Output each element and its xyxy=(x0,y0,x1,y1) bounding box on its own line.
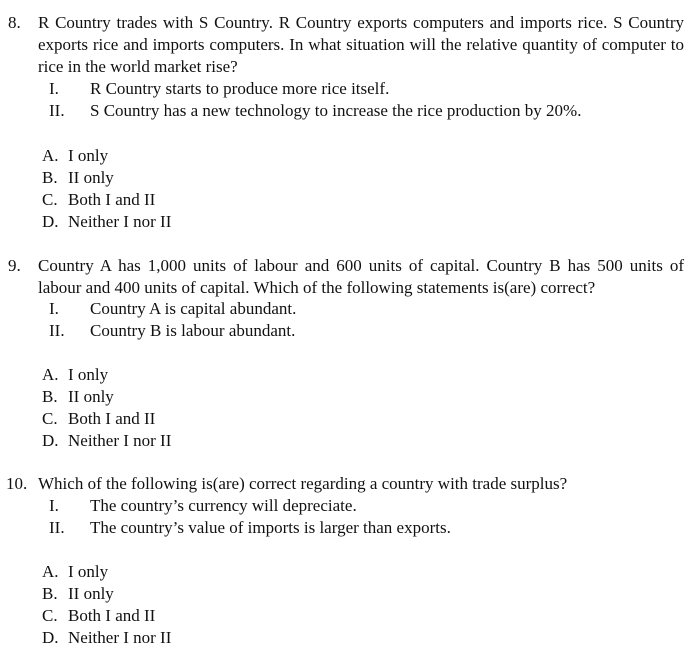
statement-i xyxy=(0,495,700,517)
option-a[interactable] xyxy=(42,364,108,386)
statement-text: R Country starts to produce more rice itself. xyxy=(90,79,390,98)
statement-number: II. xyxy=(49,518,65,537)
option-letter: C. xyxy=(42,190,58,209)
statement-ii xyxy=(0,517,700,539)
statement-text: Country A is capital abundant. xyxy=(90,299,297,318)
option-a[interactable] xyxy=(42,561,108,583)
statement-i xyxy=(0,78,700,100)
option-letter: D. xyxy=(42,431,59,450)
statement-number: I. xyxy=(49,79,59,98)
option-text: Both I and II xyxy=(68,409,156,428)
option-c[interactable] xyxy=(42,408,155,430)
option-letter: A. xyxy=(42,365,59,384)
statement-ii xyxy=(0,100,700,122)
option-letter: A. xyxy=(42,146,59,165)
option-text: II only xyxy=(68,168,114,187)
question-stem: R Country trades with S Country. R Country exports computers and imports rice. S Country exports rice and imports computers. In what situation will the relative quantity of computer to rice in the world market rise? xyxy=(38,13,684,76)
question-stem: Country A has 1,000 units of labour and 600 units of capital. Country B has 500 units of labour and 400 units of capital. Which of the following statements is(are) correct? xyxy=(38,256,684,297)
statement-number: II. xyxy=(49,101,65,120)
option-letter: C. xyxy=(42,606,58,625)
statement-text: The country’s value of imports is larger than exports. xyxy=(90,518,451,537)
statement-ii xyxy=(0,320,700,342)
statement-number: I. xyxy=(49,496,59,515)
option-b[interactable] xyxy=(42,583,114,605)
statement-i xyxy=(0,298,700,320)
option-letter: B. xyxy=(42,168,58,187)
question-number: 10. xyxy=(6,474,28,493)
statement-text: The country’s currency will depreciate. xyxy=(90,496,357,515)
option-letter: C. xyxy=(42,409,58,428)
option-text: Neither I nor II xyxy=(68,431,172,450)
question-number: 8. xyxy=(8,13,21,32)
option-text: I only xyxy=(68,365,109,384)
option-b[interactable] xyxy=(42,386,114,408)
option-text: II only xyxy=(68,584,114,603)
option-text: II only xyxy=(68,387,114,406)
option-a[interactable] xyxy=(42,145,108,167)
option-letter: A. xyxy=(42,562,59,581)
statement-text: S Country has a new technology to increase the rice production by 20%. xyxy=(90,101,582,120)
option-letter: D. xyxy=(42,628,59,647)
statement-number: II. xyxy=(49,321,65,340)
statement-text: Country B is labour abundant. xyxy=(90,321,296,340)
option-text: I only xyxy=(68,146,109,165)
option-text: Both I and II xyxy=(68,190,156,209)
option-d[interactable] xyxy=(42,430,171,452)
option-text: Both I and II xyxy=(68,606,156,625)
option-letter: B. xyxy=(42,584,58,603)
question-stem: Which of the following is(are) correct regarding a country with trade surplus? xyxy=(38,474,568,493)
option-b[interactable] xyxy=(42,167,114,189)
option-c[interactable] xyxy=(42,605,155,627)
option-letter: D. xyxy=(42,212,59,231)
option-d[interactable] xyxy=(42,211,171,233)
option-d[interactable] xyxy=(42,627,171,649)
option-letter: B. xyxy=(42,387,58,406)
option-c[interactable] xyxy=(42,189,155,211)
option-text: Neither I nor II xyxy=(68,628,172,647)
statement-number: I. xyxy=(49,299,59,318)
option-text: I only xyxy=(68,562,109,581)
question-number: 9. xyxy=(8,256,21,275)
option-text: Neither I nor II xyxy=(68,212,172,231)
